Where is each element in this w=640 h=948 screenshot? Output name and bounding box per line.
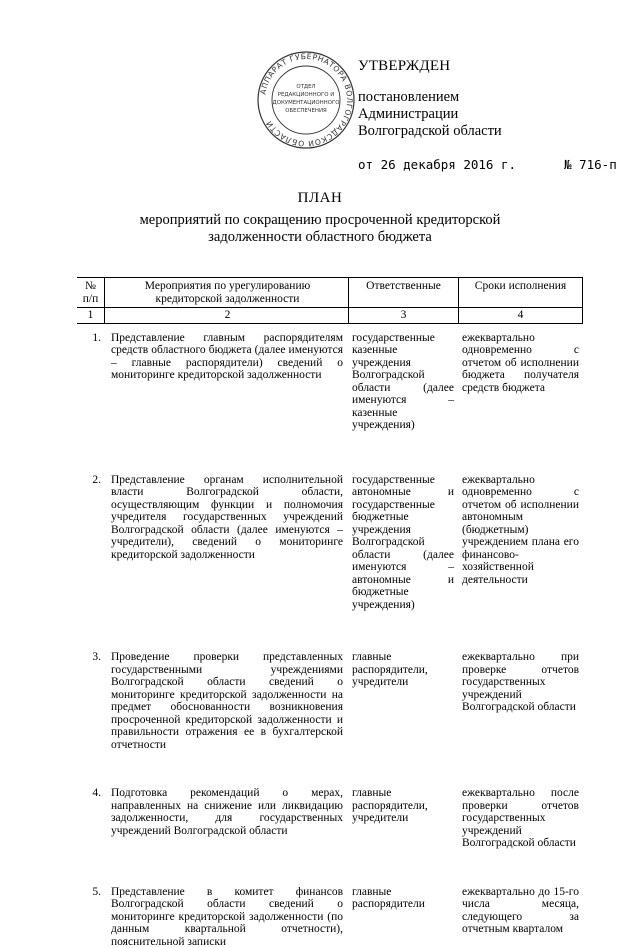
approval-line-2: Администрации <box>358 106 628 123</box>
row-responsible: главные распорядители, учредители <box>348 787 458 850</box>
header-num-line-2: п/п <box>77 293 104 306</box>
column-number: 4 <box>458 308 583 323</box>
plan-title: ПЛАН <box>0 190 640 207</box>
row-measure: Проведение проверки представленных государственными учреждениями Волгоградской области сведений о мониторинге кредиторской задолженности на предмет обоснованности возникновения просроченной кредиторской задолженности и правильности отражения ее в бухгалтерской отчетности <box>104 651 348 751</box>
row-responsible: главные распорядители, учредители <box>348 651 458 751</box>
svg-text:ОБЕСПЕЧЕНИЯ: ОБЕСПЕЧЕНИЯ <box>285 108 327 114</box>
approval-date-line <box>358 156 628 173</box>
plan-subtitle-line-1: мероприятий по сокращению просроченной кредиторской <box>0 212 640 229</box>
svg-text:ОТДЕЛ: ОТДЕЛ <box>296 84 315 90</box>
row-number: 2. <box>77 474 104 612</box>
table-header-row <box>77 277 583 307</box>
table-row <box>77 474 583 612</box>
svg-text:АППАРАТ ГУБЕРНАТОРА ВОЛГОГРАДС: АППАРАТ ГУБЕРНАТОРА ВОЛГОГРАДСКОЙ ОБЛАСТИ <box>258 52 354 148</box>
row-measure: Подготовка рекомендаций о мерах, направленных на снижение или ликвидацию задолженности, для государственных учреждений Волгоградской области <box>104 787 348 850</box>
header-measures-line-2: кредиторской задолженности <box>112 293 343 306</box>
header-deadline: Сроки исполнения <box>458 278 583 307</box>
plan-subtitle-line-2: задолженности областного бюджета <box>0 229 640 246</box>
measures-table <box>77 277 583 948</box>
plan-subtitle <box>0 212 640 246</box>
row-deadline: ежеквартально до 15-го числа месяца, следующего за отчетным кварталом <box>458 886 583 948</box>
header-measures-line-1: Мероприятия по урегулированию <box>112 280 343 293</box>
approval-title: УТВЕРЖДЕН <box>358 58 628 75</box>
header-num <box>77 278 104 307</box>
header-measures <box>104 278 348 307</box>
header-responsible: Ответственные <box>348 278 458 307</box>
approval-date: от 26 декабря 2016 г. <box>358 157 516 172</box>
table-row <box>77 787 583 850</box>
approval-number: № 716-п <box>564 157 617 172</box>
row-number: 5. <box>77 886 104 948</box>
svg-text:ДОКУМЕНТАЦИОННОГО: ДОКУМЕНТАЦИОННОГО <box>273 100 340 106</box>
row-responsible: государственные автономные и государственные бюджетные учреждения Волгоградской области (далее именуются – автономные и бюджетные учреждения) <box>348 474 458 612</box>
column-number: 3 <box>348 308 458 323</box>
official-stamp <box>256 50 356 150</box>
row-number: 4. <box>77 787 104 850</box>
row-responsible: главные распорядители <box>348 886 458 948</box>
column-number: 1 <box>77 308 104 323</box>
svg-text:РЕДАКЦИОННОГО И: РЕДАКЦИОННОГО И <box>278 92 334 98</box>
approval-line-3: Волгоградской области <box>358 123 628 140</box>
header-num-line-1: № <box>77 280 104 293</box>
stamp-seal-icon <box>256 50 356 150</box>
approval-block <box>358 58 628 173</box>
row-responsible: государственные казенные учреждения Волгоградской области (далее именуются – казенные учреждения) <box>348 332 458 432</box>
row-measure: Представление органам исполнительной власти Волгоградской области, осуществляющим функции и полномочия учредителя государственных учреждений Волгоградской области (далее именуются – учредители), сведений о мониторинге кредиторской задолженности <box>104 474 348 612</box>
row-deadline: ежеквартально одновременно с отчетом об исполнении бюджета получателя средств бюджета <box>458 332 583 432</box>
table-row <box>77 651 583 751</box>
approval-line-1: постановлением <box>358 89 628 106</box>
row-number: 3. <box>77 651 104 751</box>
row-deadline: ежеквартально после проверки отчетов государственных учреждений Волгоградской области <box>458 787 583 850</box>
row-measure: Представление в комитет финансов Волгоградской области сведений о мониторинге кредиторской задолженности (по данным квартальной отчетности), пояснительной записки <box>104 886 348 948</box>
row-number: 1. <box>77 332 104 432</box>
table-row <box>77 886 583 948</box>
table-row <box>77 332 583 432</box>
row-measure: Представление главным распорядителям средств областного бюджета (далее именуются – главные распорядители) сведений о мониторинге кредиторской задолженности <box>104 332 348 432</box>
table-column-numbers-row <box>77 307 583 324</box>
row-deadline: ежеквартально одновременно с отчетом об исполнении автономным (бюджетным) учреждением плана его финансово-хозяйственной деятельности <box>458 474 583 612</box>
column-number: 2 <box>104 308 348 323</box>
row-deadline: ежеквартально при проверке отчетов государственных учреждений Волгоградской области <box>458 651 583 751</box>
